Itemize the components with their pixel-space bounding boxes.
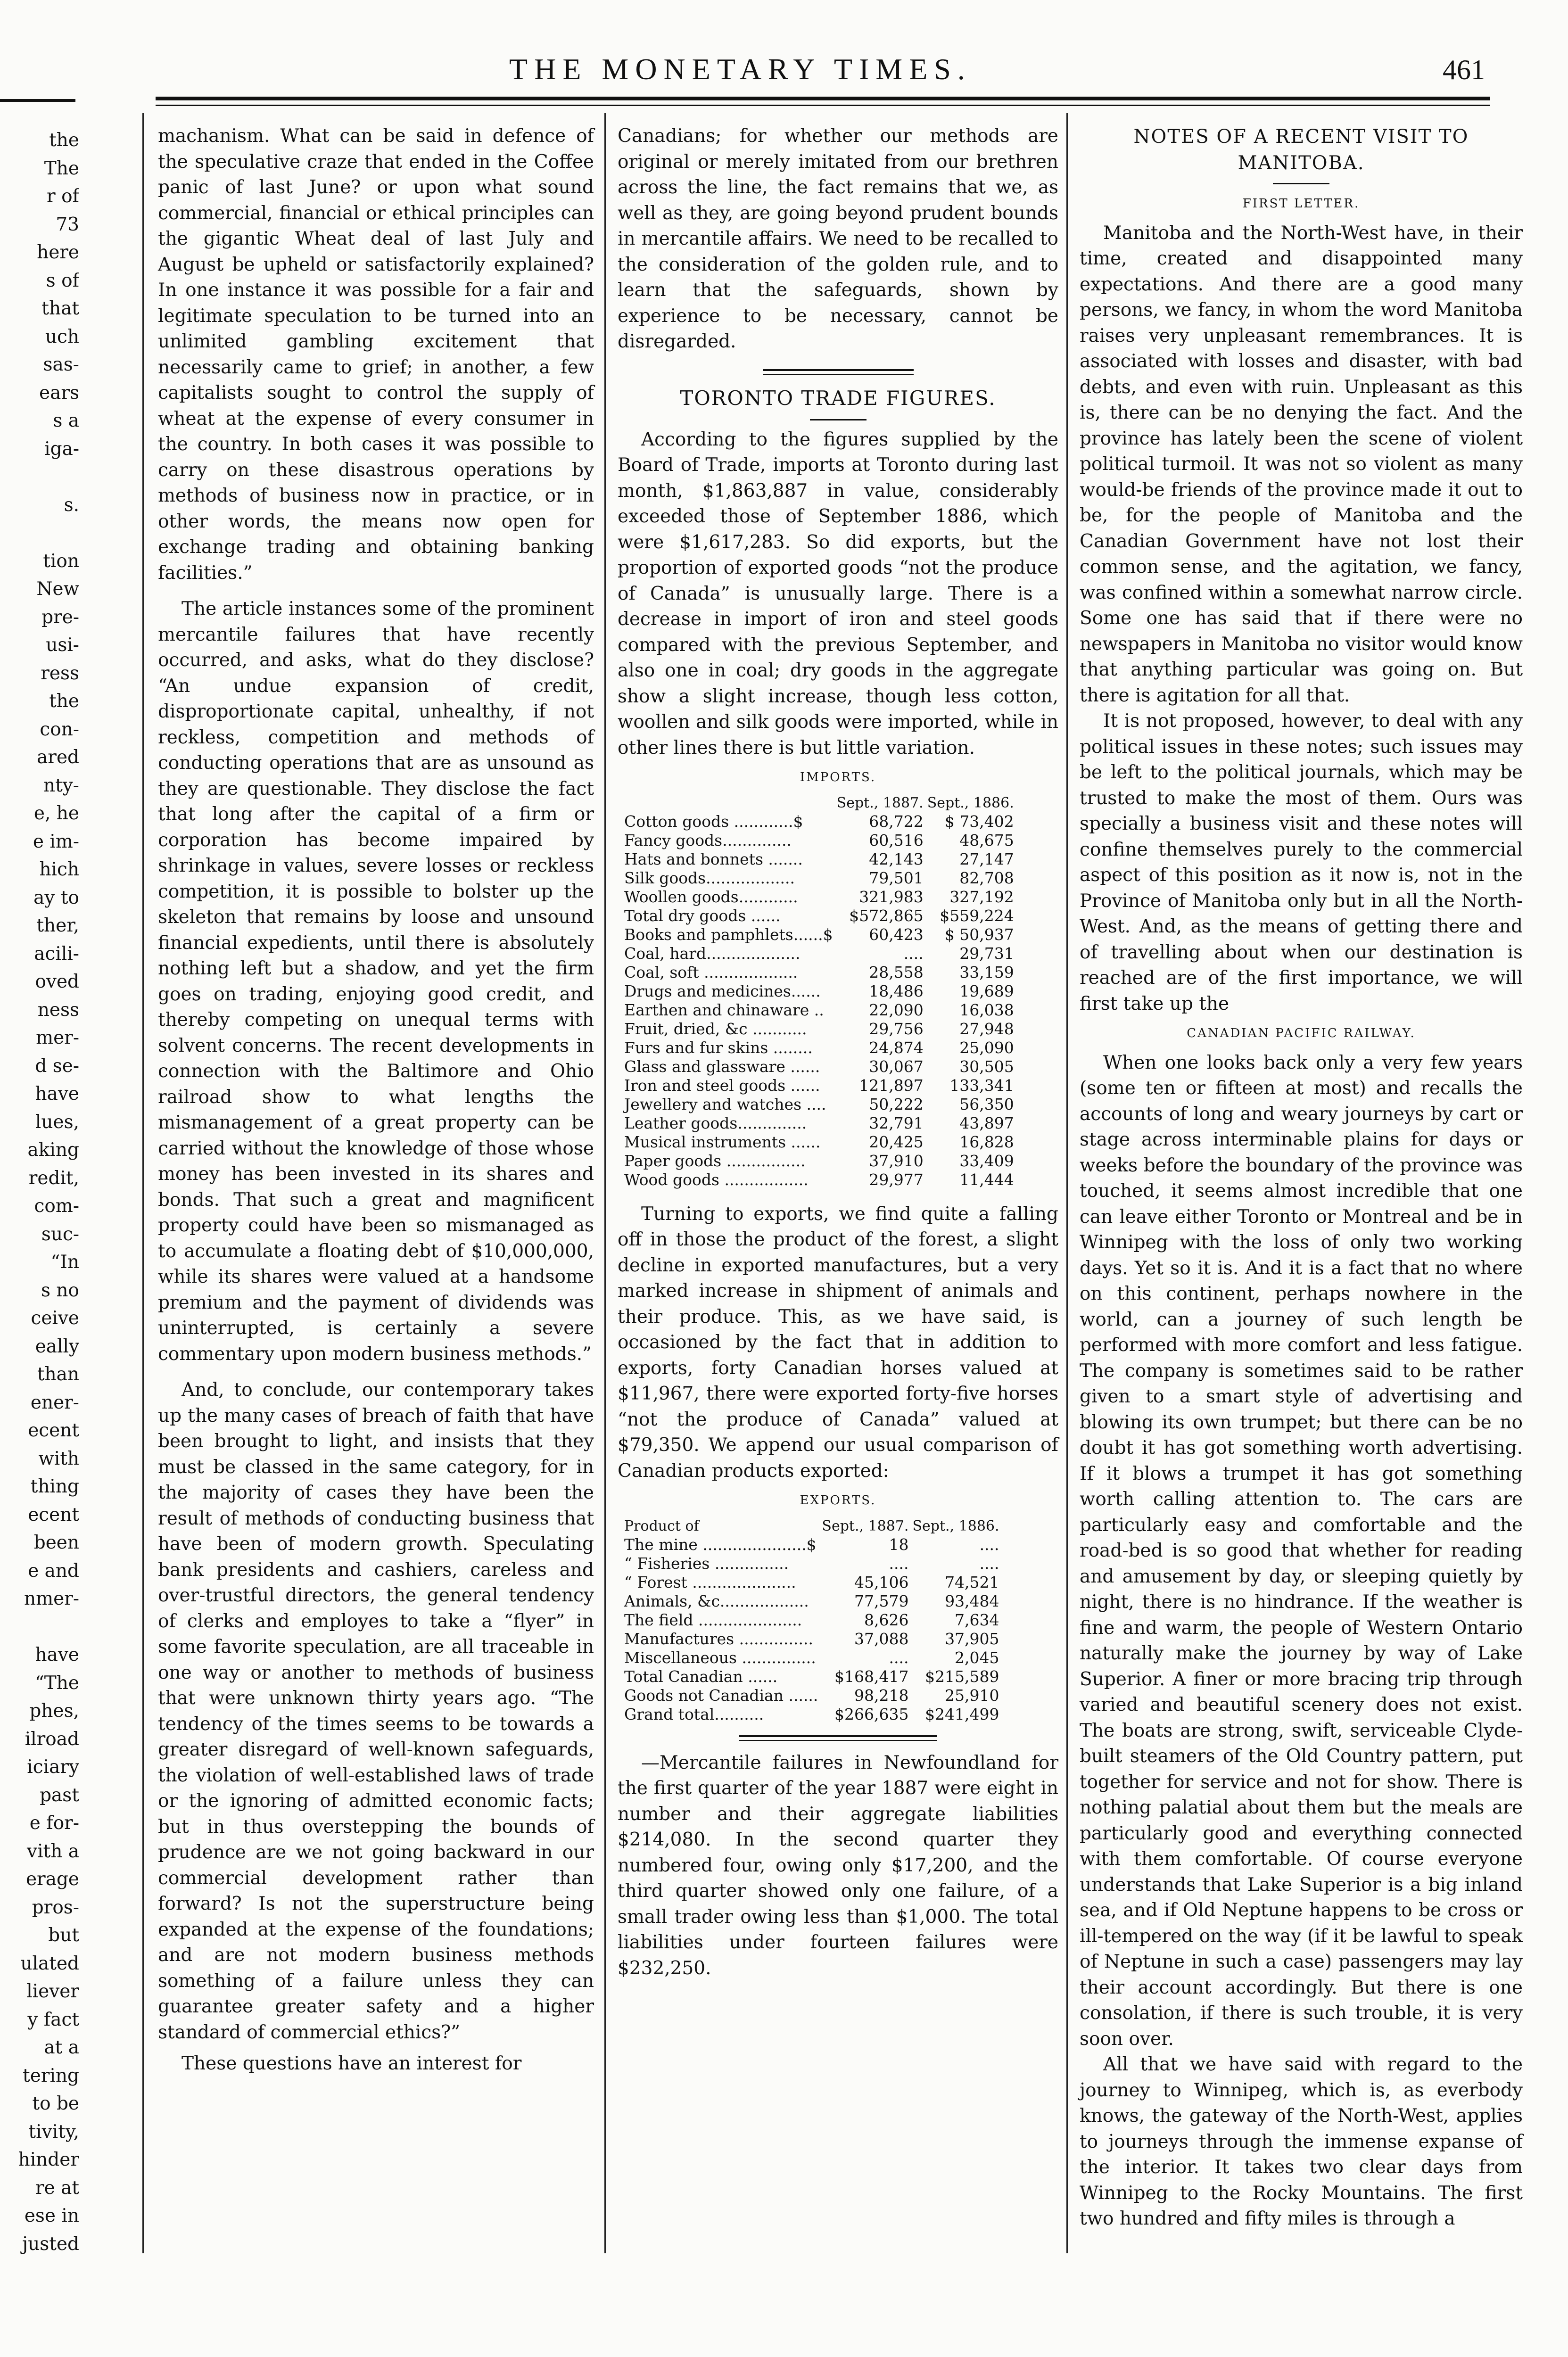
stub-line: ared xyxy=(37,747,79,768)
table-row xyxy=(622,1648,1001,1667)
paragraph: —Mercantile failures in Newfoundland for the first quarter of the year 1887 were eight in number and their aggregate liabilities $214,080. In the second quarter they numbered four, owing only $17,200, and the third quarter showed only one failure, of a small trader owing less than $1,000. The total liabilities under fourteen failures were $232,250. xyxy=(618,1752,1058,1979)
stub-line: hich xyxy=(39,859,79,880)
row-value: 42,143 xyxy=(869,849,924,868)
table-row xyxy=(622,982,1016,1001)
row-label: The mine .....................$ xyxy=(624,1535,817,1554)
column-header: Sept., 1887. xyxy=(836,794,924,811)
row-value: 20,425 xyxy=(869,1132,924,1151)
row-label: Goods not Canadian ...... xyxy=(624,1686,818,1705)
paragraph: According to the figures supplied by the Board of Trade, imports at Toronto during last month, $1,863,887 in value, considerably exceeded those of September 1886, which were $1,617,283. So did exports, but the proportion of exported goods “not the produce of Canada” is unusually large. There is a decrease in import of iron and steel goods compared with the previous September, and also one in coal; dry goods in the aggregate show a slight increase, though less cotton, woollen and silk goods were imported, while in other lines there is but little variation. xyxy=(618,429,1058,758)
row-label: Fruit, dried, &c ........... xyxy=(624,1019,807,1038)
stub-line: vith a xyxy=(27,1840,79,1862)
table-row xyxy=(622,869,1016,888)
stub-line: e, he xyxy=(33,803,79,824)
row-value: 79,501 xyxy=(869,868,924,887)
stub-line: tering xyxy=(23,2065,79,2086)
row-label: The field ..................... xyxy=(624,1610,802,1629)
table-row xyxy=(622,1076,1016,1095)
section-rule xyxy=(763,369,914,375)
stub-line: aking xyxy=(27,1139,79,1161)
row-value: .... xyxy=(979,1535,999,1554)
table-row xyxy=(622,1038,1016,1057)
row-value: 74,521 xyxy=(945,1573,999,1591)
stub-line: past xyxy=(40,1784,79,1806)
stub-line: re at xyxy=(35,2177,79,2199)
row-value: 11,444 xyxy=(959,1170,1014,1189)
stub-line: than xyxy=(37,1364,79,1385)
stub-line: d se- xyxy=(35,1055,79,1077)
stub-line: been xyxy=(33,1532,79,1553)
row-value: 29,977 xyxy=(869,1170,924,1189)
stub-line: ecent xyxy=(28,1420,79,1441)
stub-line: the xyxy=(49,691,79,712)
stub-line: lues, xyxy=(35,1111,79,1133)
row-value: 16,828 xyxy=(959,1132,1014,1151)
table-row xyxy=(622,1170,1016,1189)
stub-line: s of xyxy=(46,270,79,291)
stub-line: mer- xyxy=(36,1027,79,1048)
stub-line: usi- xyxy=(46,635,79,656)
masthead-rule-thin xyxy=(156,105,1490,106)
row-label: Drugs and medicines...... xyxy=(624,981,821,1000)
stub-line: acili- xyxy=(34,943,79,964)
stub-line: pros- xyxy=(32,1896,79,1918)
row-label: Coal, soft ................... xyxy=(624,963,798,981)
row-value: $ 73,402 xyxy=(944,812,1014,831)
row-label: Wood goods ................. xyxy=(624,1170,809,1189)
row-label: Hats and bonnets ....... xyxy=(624,849,803,868)
masthead xyxy=(0,52,1568,94)
table-row xyxy=(622,1057,1016,1076)
paragraph: These questions have an interest for xyxy=(182,2053,522,2074)
row-value: 56,350 xyxy=(959,1095,1014,1113)
stub-line: ese in xyxy=(24,2205,79,2226)
row-label: Leather goods.............. xyxy=(624,1113,807,1132)
stub-line: tion xyxy=(43,550,79,572)
stub-line: here xyxy=(37,242,79,263)
stub-line: that xyxy=(41,298,79,319)
page-number: 461 xyxy=(1443,54,1485,85)
row-value: 82,708 xyxy=(959,868,1014,887)
row-value: 27,948 xyxy=(959,1019,1014,1038)
section-rule xyxy=(739,1735,937,1741)
row-value: 32,791 xyxy=(869,1113,924,1132)
stub-line: con- xyxy=(40,718,79,740)
stub-line: ecent xyxy=(28,1504,79,1525)
row-value: 18,486 xyxy=(869,981,924,1000)
stub-line: r of xyxy=(47,186,79,207)
row-label: Books and pamphlets......$ xyxy=(624,925,833,944)
column-separator xyxy=(1066,113,1068,2253)
article-heading: NOTES OF A RECENT VISIT TO MANITOBA. xyxy=(1133,126,1469,174)
stub-line: have xyxy=(35,1083,79,1104)
row-value: 18 xyxy=(889,1535,909,1554)
row-value: 98,218 xyxy=(854,1686,909,1705)
row-value: 60,423 xyxy=(869,925,924,944)
row-value: 121,897 xyxy=(859,1076,924,1095)
row-value: 24,874 xyxy=(869,1038,924,1057)
row-value: 68,722 xyxy=(869,812,924,831)
masthead-rule-thick xyxy=(156,97,1490,100)
stub-line xyxy=(0,519,79,547)
row-value: 22,090 xyxy=(869,1000,924,1019)
row-value: $241,499 xyxy=(925,1705,999,1723)
row-label: Total dry goods ...... xyxy=(624,906,781,925)
row-value: 30,067 xyxy=(869,1057,924,1076)
stub-line: to be xyxy=(32,2093,79,2114)
stub-line: redit, xyxy=(28,1167,79,1189)
stub-line: iga- xyxy=(44,438,79,460)
table-row xyxy=(622,812,1016,831)
paragraph: machanism. What can be said in defence of the speculative craze that ended in the Coffee panic of last June? or upon what sound commercial, financial or ethical principles can the gigantic Wheat deal of last July and August be upheld or satisfactorily explained? In one instance it was possible for a fair and legitimate speculation to be turned into an unlimited gambling excitement that necessarily came to grief; in another, a few capitalists sought to control the supply of wheat at the expense of every consumer in the country. In both cases it was possible to carry on these disastrous operations by methods of business now in practice, or in other words, the means now open for exchange trading and obtaining banking facilities.” xyxy=(158,125,594,584)
table-row xyxy=(622,944,1016,963)
row-label: “ Forest ..................... xyxy=(624,1573,796,1591)
column-1 xyxy=(158,124,594,2077)
imports-label: IMPORTS. xyxy=(800,770,876,784)
stub-line: iciary xyxy=(27,1756,79,1778)
row-label: “ Fisheries ............... xyxy=(624,1554,789,1573)
stub-line: have xyxy=(35,1644,79,1665)
row-label: Animals, &c.................. xyxy=(624,1591,809,1610)
stub-line: nmer- xyxy=(24,1588,79,1609)
column-2 xyxy=(618,124,1058,1981)
table-row xyxy=(622,1573,1001,1592)
stub-line: e im- xyxy=(33,831,79,852)
row-label: Paper goods ................ xyxy=(624,1151,806,1170)
row-value: 30,505 xyxy=(959,1057,1014,1076)
row-label: Woollen goods............ xyxy=(624,887,798,906)
row-label: Earthen and chinaware .. xyxy=(624,1000,824,1019)
stub-line xyxy=(0,463,79,491)
table-row xyxy=(622,907,1016,925)
stub-line: tivity, xyxy=(28,2121,79,2143)
row-value: 2,045 xyxy=(955,1648,999,1667)
table-row xyxy=(622,831,1016,850)
stub-line: e for- xyxy=(29,1813,79,1834)
stub-line: 73 xyxy=(56,214,79,235)
table-row xyxy=(622,1667,1001,1686)
paragraph: Canadians; for whether our methods are original or merely imitated from our brethren across the line, the fact remains that we, as well as they, are going beyond prudent bounds in mercantile affairs. We need to be recalled to the consideration of the golden rule, and to learn that the safeguards, shown by experience to be necessary, cannot be disregarded. xyxy=(618,125,1058,352)
row-value: 48,675 xyxy=(959,831,1014,849)
row-value: 29,731 xyxy=(959,944,1014,963)
stub-line: pre- xyxy=(41,606,79,628)
stub-line: “The xyxy=(34,1672,79,1694)
stub-line: com- xyxy=(34,1195,79,1217)
row-label: Jewellery and watches .... xyxy=(624,1095,826,1113)
row-value: 43,897 xyxy=(959,1113,1014,1132)
row-value: 37,088 xyxy=(854,1629,909,1648)
section-subheading: CANADIAN PACIFIC RAILWAY. xyxy=(1187,1026,1416,1040)
paragraph: And, to conclude, our contemporary takes up the many cases of breach of faith that have been brought to light, and insists that they must be classed in the same category, for in the majority of cases they have been the result of methods of conducting business that have been of modern growth. Speculating bank presidents and cashiers, careless and over-trustful directors, the general tendency of clerks and employes to take a “flyer” in some favorite speculation, are all traceable in one way or another to methods of business that were unknown thirty years ago. “The tendency of the times seems to be towards a greater disregard of well-known safeguards, the violation of well-established laws of trade or the ignoring of admitted economic facts; but in thus overstepping the bounds of prudence are we not going backward in our commercial development rather than forward? Is not the superstructure being expanded at the expense of the foundations; and are not modern business methods something of a failure unless they can guarantee greater safety and a higher standard of commercial ethics?” xyxy=(158,1379,594,2043)
stub-line: ears xyxy=(39,382,79,404)
row-value: .... xyxy=(889,1648,909,1667)
table-row xyxy=(622,1020,1016,1038)
stub-line: but xyxy=(48,1925,79,1946)
row-value: 321,983 xyxy=(859,887,924,906)
stub-line: The xyxy=(44,157,79,179)
exports-label: EXPORTS. xyxy=(800,1493,876,1508)
paragraph: All that we have said with regard to the journey to Winnipeg, which is, as everbody knows, the gateway of the North-West, applies to journeys through the immense expanse of the interior. It takes two clear days from Winnipeg to the Rocky Mountains. The first two hundred and fifty miles is through a xyxy=(1080,2054,1523,2229)
stub-line: “In xyxy=(50,1252,79,1273)
row-value: 327,192 xyxy=(949,887,1014,906)
table-row xyxy=(622,888,1016,907)
stub-line: e and xyxy=(28,1560,79,1582)
column-header: Sept., 1886. xyxy=(912,1517,999,1534)
row-value: .... xyxy=(979,1554,999,1573)
stub-line: phes, xyxy=(29,1700,79,1722)
article-heading: TORONTO TRADE FIGURES. xyxy=(680,386,996,410)
row-value: $168,417 xyxy=(834,1667,909,1686)
imports-table xyxy=(622,794,1016,1189)
row-value: .... xyxy=(889,1554,909,1573)
adjacent-page-fragment xyxy=(0,126,79,2258)
paragraph: When one looks back only a very few years (some ten or fifteen at most) and recalls the accounts of long and weary journeys by cart or stage across interminable plains for days or weeks before the boundary of the province was touched, it seems almost incredible that one can leave either Toronto or Montreal and be in Winnipeg with the loss of only two working days. Yet so it is. And it is a fact that no where on this continent, perhaps nowhere in the world, can a journey of such length be performed with more comfort and less fatigue. The company is sometimes said to be rather given to a smart style of advertising and blowing its own trumpet; but there can be no doubt it has got something worth advertising. If it blows a trumpet it has got something worth calling attention to. The cars are particularly easy and comfortable and the road-bed is so good that whether for reading and amusement by day, or sleeping quietly by night, there is no hindrance. If the weather is fine and warm, the people of Western Ontario naturally make the journey by way of Lake Superior. A finer or more bracing trip through varied and beautiful scenery does not exist. The boats are strong, swift, serviceable Clyde-built steamers of the Old Country pattern, put together for service and not for show. There is nothing palatial about them but the meals are particularly good and everything connected with them comfortable. Of course everyone understands that Lake Superior is a big inland sea, and if Old Neptune happens to be cross or ill-tempered on the way (if it be lawful to speak of Neptune in such a case) passengers may lay their account accordingly. But there is one consolation, if there is such trouble, it is very soon over. xyxy=(1080,1052,1523,2050)
stub-line: with xyxy=(38,1448,79,1469)
row-value: 33,159 xyxy=(959,963,1014,981)
paragraph: The article instances some of the prominent mercantile failures that have recently occurred, and asks, what do they disclose? “An undue expansion of credit, disproportionate capital, unhealthy, if not reckless, competition and methods of conducting operations that are as unsound as they are questionable. They disclose the fact that long after the capital of a firm or corporation has become impaired by shrinkage in values, severe losses or reckless competition, it is possible to bolster up the skeleton that remains by loose and unsound financial expedients, until there is absolutely nothing left but a shadow, and yet the firm goes on trading, enjoying good credit, and thereby competing on unequal terms with solvent concerns. The recent developments in connection with the Baltimore and Ohio railroad show to what lengths the mismanagement of a great property can be carried without the knowledge of those whose money has been invested in its shares and bonds. That such a great and magnificent property could have been so mismanaged as to accumulate a floating debt of $10,000,000, while its shares were valued at a handsome premium and the payment of dividends was uninterrupted, is certainly a severe commentary upon modern business methods.” xyxy=(158,598,594,1365)
stub-line: ay to xyxy=(33,887,79,908)
column-header: Sept., 1887. xyxy=(822,1517,909,1534)
stub-line: ther, xyxy=(36,915,79,936)
row-value: $559,224 xyxy=(940,906,1014,925)
stub-line: at a xyxy=(44,2037,79,2058)
table-row xyxy=(622,1152,1016,1170)
row-label: Furs and fur skins ........ xyxy=(624,1038,813,1057)
row-value: $ 50,937 xyxy=(944,925,1014,944)
paragraph: It is not proposed, however, to deal with any political issues in these notes; such issues may be left to the political journals, which may be trusted to make the most of them. Ours was specially a business visit and these notes will confine themselves purely to the commercial aspect of this position as it now is, not in the Province of Manitoba only but in all the North-West. And, as the means of getting there and of travelling about when our destination is reached are of the first importance, we will first take up the xyxy=(1080,710,1523,1014)
product-of-label: Product of xyxy=(624,1517,699,1534)
stub-line: s. xyxy=(64,494,79,516)
row-value: $572,865 xyxy=(849,906,924,925)
table-row xyxy=(622,1001,1016,1020)
row-label: Iron and steel goods ...... xyxy=(624,1076,820,1095)
row-value: 8,626 xyxy=(864,1610,909,1629)
table-row xyxy=(622,1686,1001,1705)
row-label: Silk goods.................. xyxy=(624,868,795,887)
stub-rule xyxy=(0,99,75,102)
stub-line: uch xyxy=(45,326,79,347)
stub-line: oved xyxy=(35,971,79,992)
row-value: 16,038 xyxy=(959,1000,1014,1019)
row-value: 45,106 xyxy=(854,1573,909,1591)
row-value: 33,409 xyxy=(959,1151,1014,1170)
row-value: 28,558 xyxy=(869,963,924,981)
row-value: 133,341 xyxy=(949,1076,1014,1095)
row-label: Grand total.......... xyxy=(624,1705,764,1723)
table-row xyxy=(622,1630,1001,1648)
table-row xyxy=(622,963,1016,982)
row-label: Cotton goods ............$ xyxy=(624,812,803,831)
row-label: Fancy goods.............. xyxy=(624,831,792,849)
row-label: Total Canadian ...... xyxy=(624,1667,778,1686)
column-separator xyxy=(142,113,144,2253)
column-header: Sept., 1886. xyxy=(927,794,1014,811)
stub-line: New xyxy=(36,578,79,600)
row-label: Musical instruments ...... xyxy=(624,1132,821,1151)
table-row xyxy=(622,925,1016,944)
stub-line: s a xyxy=(53,410,79,431)
stub-line: liever xyxy=(26,1981,79,2002)
row-value: 25,090 xyxy=(959,1038,1014,1057)
stub-line: hinder xyxy=(18,2149,79,2170)
table-row xyxy=(622,1611,1001,1630)
stub-line: s no xyxy=(41,1279,79,1301)
table-row xyxy=(622,850,1016,869)
newspaper-title: THE MONETARY TIMES. xyxy=(509,52,972,86)
row-value: 27,147 xyxy=(959,849,1014,868)
table-row xyxy=(622,1535,1001,1554)
stub-line: ress xyxy=(41,662,79,684)
heading-rule xyxy=(810,419,867,420)
stub-line: the xyxy=(49,130,79,151)
stub-line: sas- xyxy=(43,354,79,375)
row-label: Manufactures ............... xyxy=(624,1629,813,1648)
row-value: 60,516 xyxy=(869,831,924,849)
row-value: 29,756 xyxy=(869,1019,924,1038)
stub-line xyxy=(0,1613,79,1641)
stub-line: justed xyxy=(22,2233,79,2255)
letter-subheading: FIRST LETTER. xyxy=(1242,197,1360,211)
paragraph: Manitoba and the North-West have, in their time, created and disappointed many expectations. And there are a good many persons, we fancy, in whom the word Manitoba raises very unpleasant remembrances. It is associated with losses and disaster, with bad debts, and even with ruin. Unpleasant as this is, there can be no denying the fact. And the province has lately been the scene of violent political turmoil. It was not so violent as many would-be friends of the province made it out to be, for the people of Manitoba and the Canadian Government have not lost their common sense, and the agitation, we fancy, was confined within a somewhat narrow circle. Some one has said that if there were no newspapers in Manitoba no visitor would know that anything particular was going on. But there is agitation for all that. xyxy=(1080,222,1523,706)
row-value: 25,910 xyxy=(945,1686,999,1705)
row-value: 37,910 xyxy=(869,1151,924,1170)
stub-line: ceive xyxy=(31,1308,79,1329)
row-value: $266,635 xyxy=(834,1705,909,1723)
row-value: 19,689 xyxy=(959,981,1014,1000)
row-label: Miscellaneous ............... xyxy=(624,1648,816,1667)
stub-line: y fact xyxy=(27,2009,79,2030)
exports-table xyxy=(622,1517,1001,1724)
stub-line: nty- xyxy=(43,775,79,796)
row-value: .... xyxy=(903,944,924,963)
row-value: 37,905 xyxy=(945,1629,999,1648)
stub-line: ener- xyxy=(30,1392,79,1413)
column-3 xyxy=(1080,124,1523,2232)
row-value: 7,634 xyxy=(955,1610,999,1629)
row-label: Coal, hard................... xyxy=(624,944,801,963)
column-separator xyxy=(604,113,606,2253)
stub-line: ulated xyxy=(20,1953,79,1974)
stub-line: thing xyxy=(30,1476,79,1497)
row-value: 93,484 xyxy=(945,1591,999,1610)
table-row xyxy=(622,1095,1016,1114)
stub-line: ilroad xyxy=(25,1728,79,1750)
heading-rule xyxy=(1273,183,1329,184)
paragraph: Turning to exports, we find quite a falling off in those the product of the forest, a slight decline in exported manufactures, but a very marked increase in shipment of animals and their produce. This, as we have said, is occasioned by the fact that in addition to exports, forty Canadian horses valued at $11,967, there were exported forty-five horses “not the produce of Canada” valued at $79,350. We append our usual comparison of Canadian products exported: xyxy=(618,1203,1058,1482)
stub-line: erage xyxy=(25,1869,79,1890)
table-row xyxy=(622,1592,1001,1611)
row-value: 50,222 xyxy=(869,1095,924,1113)
row-value: 77,579 xyxy=(854,1591,909,1610)
stub-line: eally xyxy=(35,1335,79,1357)
stub-line: ness xyxy=(37,999,79,1021)
row-value: $215,589 xyxy=(925,1667,999,1686)
stub-line: suc- xyxy=(41,1223,79,1245)
row-label: Glass and glassware ...... xyxy=(624,1057,820,1076)
table-row xyxy=(622,1133,1016,1152)
table-row xyxy=(622,1705,1001,1724)
table-row xyxy=(622,1114,1016,1133)
table-row xyxy=(622,1554,1001,1573)
